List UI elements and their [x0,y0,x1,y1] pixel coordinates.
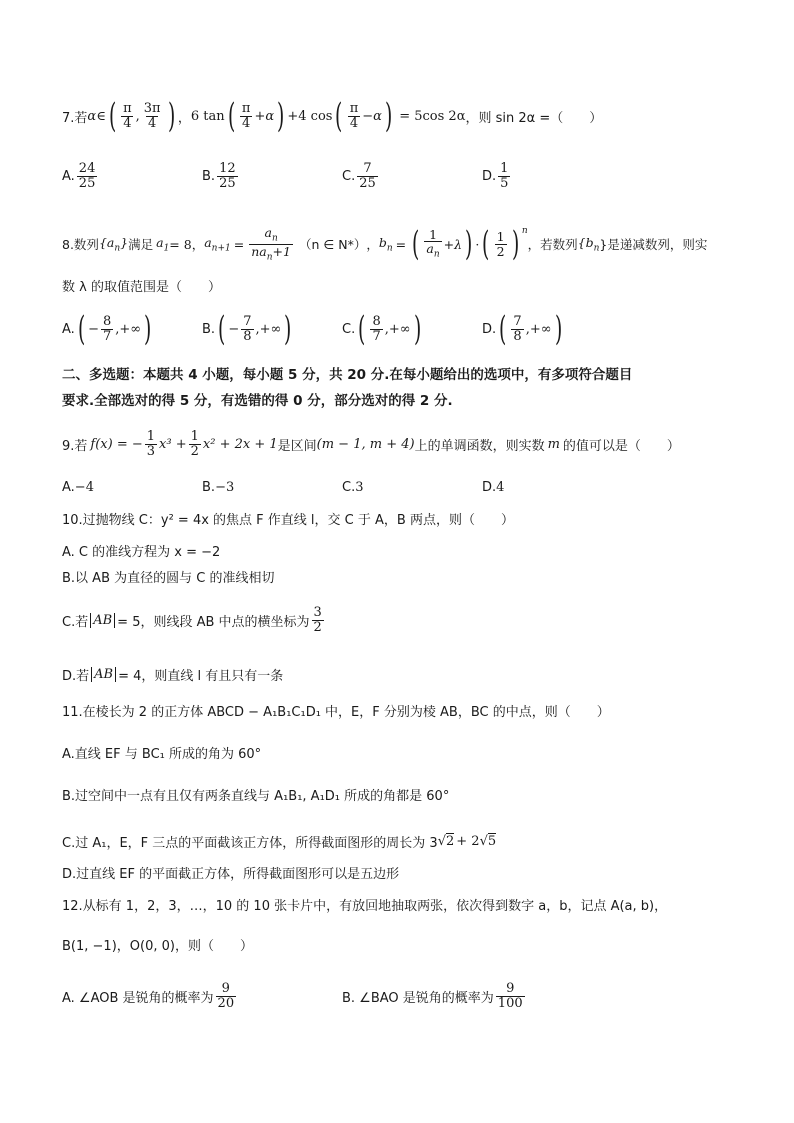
q8-half-fraction: $\frac{1}{2}$ [496,229,505,259]
q12-option-a: A. ∠AOB 是锐角的概率为 $\frac{9}{20}$ [62,981,235,1011]
q10-option-d: D.若 AB = 4，则直线 l 有且只有一条 [62,666,284,684]
q7-option-d: D. $\frac{1}{5}$ [482,161,509,191]
q7-rhs: = 5cos 2α [399,108,466,124]
q9-stem: 9.若 f(x) = − $\frac{1}{3}$ x³ + $\frac{1}{2}$ x² + 2x + 1 是区间 (m − 1, m + 4) 上的单调函数，则实数 m 的值可以是（ ） [62,428,680,459]
q11-option-d: D.过直线 EF 的平面截正方体，所得截面图形可以是五边形 [62,867,400,882]
q8-option-a: A. ( − $\frac{8}{7}$ ,+∞ ) [62,309,152,349]
q12-line2: B(1, −1)，O(0, 0)，则（ ） [62,939,253,954]
q8-recurrence-fraction: $\frac{a_n}{na_n+1}$ [251,224,291,262]
section2-line1: 二、多选题：本题共 4 小题，每小题 5 分，共 20 分.在每小题给出的选项中，有多项符合题目 [62,367,633,383]
q8-option-d: D. ( $\frac{7}{8}$ ,+∞ ) [482,309,562,349]
q8-inverse-fraction: $\frac{1}{a_n}$ [426,226,440,260]
q7-option-b: B. $\frac{12}{25}$ [202,161,236,191]
section2-heading [62,362,754,414]
q7-pi-quarter-b: $\frac{\pi}{4}$ [349,100,359,131]
q8-line2: 数 λ 的取值范围是（ ） [62,280,221,295]
q7-plus-alpha: +α [254,108,275,124]
q7-tan: 6 tan [190,108,225,124]
q7-option-c: C. $\frac{7}{25}$ [342,161,376,191]
q10-option-b: B.以 AB 为直径的圆与 C 的准线相切 [62,571,275,586]
q10-option-c: C.若 AB = 5，则线段 AB 中点的横坐标为 $\frac{3}{2}$ [62,604,322,635]
q7-lower-fraction: $\frac{\pi}{4}$ [123,100,132,131]
q7-pi-quarter-a: $\frac{\pi}{4}$ [241,100,251,131]
q11-option-a: A.直线 EF 与 BC₁ 所成的角为 60° [62,747,262,762]
section2-line2: 要求.全部选对的得 5 分，有选错的得 0 分，部分选对的得 2 分. [62,393,453,409]
q11-stem: 11.在棱长为 2 的正方体 ABCD − A₁B₁C₁D₁ 中，E，F 分别为棱 AB，BC 的中点，则（ ） [62,705,610,720]
q9-option-c: C. 3 [342,480,364,495]
q7-upper-fraction: $\frac{3\pi}{4}$ [143,100,161,131]
q10-stem: 10.过抛物线 C：y² = 4x 的焦点 F 作直线 l，交 C 于 A，B 两点，则（ ） [62,513,514,528]
q7-minus-alpha: −α [362,108,382,124]
q11-option-b: B.过空间中一点有且仅有两条直线与 A₁B₁, A₁D₁ 所成的角都是 60° [62,789,450,804]
q7-prefix: 7.若 [62,110,88,126]
q12-stem: 12.从标有 1，2，3，…，10 的 10 张卡片中，有放回地抽取两张，依次得到数字 a，b，记点 A(a, b)， [62,899,668,914]
q7-alpha: α [87,108,97,124]
q11-option-c: C.过 A₁，E，F 三点的平面截该正方体，所得截面图形的周长为 3 √ 2 + 2 √ 5 [62,833,497,851]
q7-cos: +4 cos [287,108,333,124]
q7-suffix: ，则 sin 2α =（ ） [465,110,603,126]
q9-option-d: D. 4 [482,480,505,495]
q8-prefix: 8.数列 [62,237,99,252]
q7-sep: ， [177,110,191,126]
q7-option-a: A. $\frac{24}{25}$ [62,161,96,191]
q8-option-c: C. ( $\frac{8}{7}$ ,+∞ ) [342,309,421,349]
q7-stem: 7.若 α ∈ ( $\frac{\pi}{4}$ , $\frac{3\pi}{4}$ ) ， 6 tan ( $\frac{\pi}{4}$ +α ) +4 cos ( $\frac{\pi}{4}$ −α ) = 5cos 2α ，则 sin 2α =（ ） [62,96,603,136]
q12-option-b: B. ∠BAO 是锐角的概率为 $\frac{9}{100}$ [342,981,523,1011]
q9-option-a: A. −4 [62,480,94,495]
q9-option-b: B. −3 [202,480,235,495]
q8-t1: 满足 [128,237,154,252]
q10-option-a: A. C 的准线方程为 x = −2 [62,545,221,560]
q8-stem: 8.数列 $\{a_n\}$ 满足 $a_1$ = 8 ， $a_{n+1}$ = $\frac{a_n}{na_n+1}$ （n ∈ N*） ， $b_n$ = ( $\frac{1}{a_n}$ +λ ) · ( $\frac{1}{2}$ ) $^n$ ，若数列 {$b_n$ }是递减数列，则实 [62,224,708,264]
q7-in: ∈ [96,108,106,124]
q8-option-b: B. ( − $\frac{7}{8}$ ,+∞ ) [202,309,292,349]
